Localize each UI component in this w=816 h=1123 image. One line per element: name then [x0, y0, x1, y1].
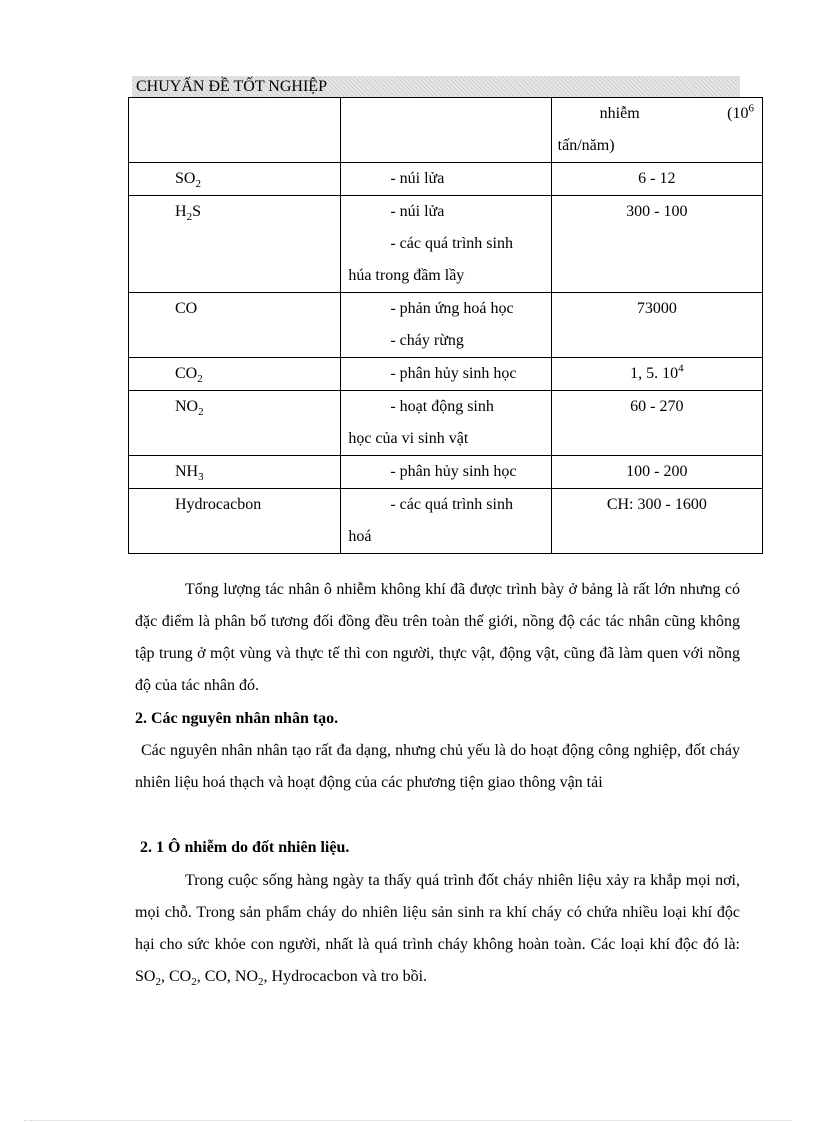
header-cell-compound [129, 98, 341, 163]
heading-2-1: 2. 1 Ô nhiễm do đốt nhiên liệu. [140, 839, 350, 856]
source-line: hoá [348, 528, 372, 545]
table-row [129, 293, 763, 358]
source-cell [341, 196, 551, 293]
source-line: - cháy rừng [390, 332, 464, 349]
source-line: - các quá trình sinh [390, 235, 513, 252]
source-line: - núi lửa [390, 203, 445, 220]
table-row [129, 163, 763, 196]
source-cell [341, 358, 551, 391]
compound-cell: $NH_3$ [129, 456, 341, 489]
amount-cell: 100 - 200 [551, 456, 762, 489]
pollution-table [128, 97, 763, 554]
amount-cell: 6 - 12 [551, 163, 762, 196]
page-header: CHUYẤN ĐỀ TỐT NGHIỆP [132, 76, 740, 97]
header-cell-source [341, 98, 551, 163]
source-cell [341, 391, 551, 456]
paragraph-3: Trong cuộc sống hàng ngày ta thấy quá trình đốt cháy nhiên liệu xảy ra khắp mọi nơi, mọi chỗ. Trong sản phẩm cháy do nhiên liệu sản sinh ra khí cháy có chứa nhiều loại khí độc hại cho sức khỏe con người, nhất là quá trình cháy không hoàn toàn. Các loại khí độc đó là: $SO_2$, $CO_2$, CO, $NO_2$, Hydrocacbon và tro bồi. [135, 872, 740, 989]
table-row [129, 358, 763, 391]
amount-cell: 60 - 270 [551, 391, 762, 456]
source-cell [341, 293, 551, 358]
compound-cell: Hydrocacbon [129, 489, 341, 554]
amount-cell: 1, 5. $10^4$ [551, 358, 762, 391]
source-line: - phân hủy sinh học [390, 365, 517, 382]
compound-cell: $SO_2$ [129, 163, 341, 196]
source-line: - phản ứng hoá học [390, 300, 514, 317]
amount-cell: 73000 [551, 293, 762, 358]
header-cell-amount [551, 98, 762, 163]
compound-cell: CO [129, 293, 341, 358]
source-line: học của vi sinh vật [348, 430, 469, 447]
table-row [129, 391, 763, 456]
page-bottom-rule [24, 1120, 792, 1122]
source-line: - các quá trình sinh [390, 496, 513, 513]
source-line: húa trong đầm lầy [348, 267, 465, 284]
source-cell [341, 489, 551, 554]
amount-cell: CH: 300 - 1600 [551, 489, 762, 554]
compound-cell: $NO_2$ [129, 391, 341, 456]
paragraph-2: Các nguyên nhân nhân tạo rất đa dạng, nhưng chủ yếu là do hoạt động công nghiệp, đốt cháy nhiên liệu hoá thạch và hoạt động của các phương tiện giao thông vận tải [135, 742, 740, 791]
table-row [129, 196, 763, 293]
table-header-row [129, 98, 763, 163]
amount-cell: 300 - 100 [551, 196, 762, 293]
table-row [129, 456, 763, 489]
source-cell [341, 163, 551, 196]
header-amount-unit: ($10^6$ [727, 102, 754, 122]
paragraph-1: Tổng lượng tác nhân ô nhiễm không khí đã được trình bày ở bảng là rất lớn nhưng có đặc điểm là phân bố tương đối đồng đều trên toàn thế giới, nồng độ các tác nhân cũng không tập trung ở một vùng và thực tế thì con người, thực vật, động vật, cũng đã làm quen với nồng độ của tác nhân đó. [135, 581, 740, 694]
header-amount-line2: tấn/năm) [557, 137, 615, 154]
heading-2: 2. Các nguyên nhân nhân tạo. [135, 710, 339, 727]
compound-cell: $H_2S$ [129, 196, 341, 293]
compound-cell: $CO_2$ [129, 358, 341, 391]
source-line: - hoạt động sinh [390, 398, 494, 415]
source-line: - phân hủy sinh học [390, 463, 517, 480]
header-amount-word: nhiễm [599, 105, 640, 122]
source-line: - núi lửa [390, 170, 445, 187]
source-cell [341, 456, 551, 489]
table-row [129, 489, 763, 554]
